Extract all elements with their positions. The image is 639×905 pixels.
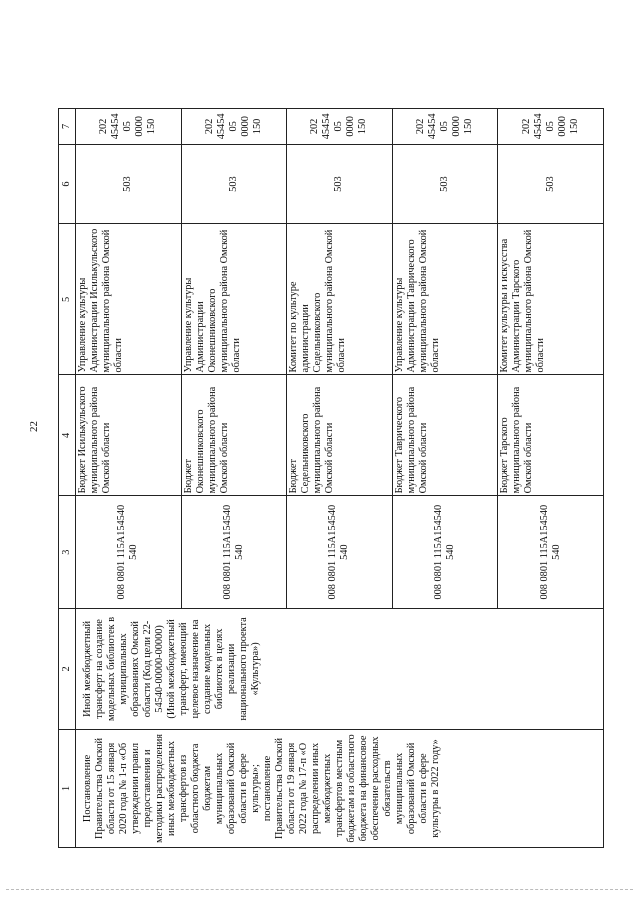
col6-cell: 503 bbox=[287, 144, 393, 224]
col6-cell: 503 bbox=[76, 144, 182, 224]
budget-table bbox=[58, 108, 604, 848]
administrator-cell: Комитет по культуре администрации Седельниковского муниципального района Омской области bbox=[287, 224, 393, 375]
administrator-cell: Управление культуры Администрации Таврического муниципального района Омской области bbox=[392, 224, 498, 375]
header-cell-3: 3 bbox=[59, 496, 76, 609]
budget-code-cell: 008 0801 115A154540 540 bbox=[498, 496, 604, 609]
recipient-budget-cell: Бюджет Тарского муниципального района Омской области bbox=[498, 375, 604, 496]
recipient-budget-cell: Бюджет Седельниковского муниципального района Омской области bbox=[287, 375, 393, 496]
header-cell-4: 4 bbox=[59, 375, 76, 496]
col6-cell: 503 bbox=[181, 144, 287, 224]
budget-code-cell: 008 0801 115A154540 540 bbox=[287, 496, 393, 609]
page-number: 22 bbox=[28, 421, 40, 432]
col6-cell: 503 bbox=[392, 144, 498, 224]
recipient-budget-cell: Бюджет Оконешниковского муниципального района Омской области bbox=[181, 375, 287, 496]
header-cell-2: 2 bbox=[59, 609, 76, 730]
budget-code-cell: 008 0801 115A154540 540 bbox=[181, 496, 287, 609]
income-code-cell: 202 45454 05 0000 150 bbox=[76, 109, 182, 145]
income-code-cell: 202 45454 05 0000 150 bbox=[181, 109, 287, 145]
budget-code-cell: 008 0801 115A154540 540 bbox=[392, 496, 498, 609]
table-row bbox=[76, 109, 182, 848]
transfer-purpose-cell: Иной межбюджетный трансферт на создание модельных библиотек в муниципальных образованиях Омской области (Код цели 22-54540-00000-00000) (Иной межбюджетный трансферт, имеющий целевое назначение на создание модельных библиотек в целях реализации национального проекта «Культура») bbox=[76, 609, 604, 730]
header-cell-5: 5 bbox=[59, 224, 76, 375]
recipient-budget-cell: Бюджет Таврического муниципального района Омской области bbox=[392, 375, 498, 496]
administrator-cell: Управление культуры Администрации Оконешниковского муниципального района Омской области bbox=[181, 224, 287, 375]
header-cell-1: 1 bbox=[59, 729, 76, 847]
income-code-cell: 202 45454 05 0000 150 bbox=[287, 109, 393, 145]
header-cell-6: 6 bbox=[59, 144, 76, 224]
scan-edge-divider bbox=[6, 889, 633, 890]
header-cell-7: 7 bbox=[59, 109, 76, 145]
rotated-table-container bbox=[58, 108, 604, 848]
table-header-row bbox=[59, 109, 76, 848]
col6-cell: 503 bbox=[498, 144, 604, 224]
recipient-budget-cell: Бюджет Исилькульского муниципального района Омской области bbox=[76, 375, 182, 496]
legal-basis-cell: Постановление Правительства Омской области от 15 января 2020 года № 1-п «Об утверждении правил предоставления и методики распределения иных межбюджетных трансфертов из областного бюджета бюджетам муниципальных образований Омской области в сфере культуры»; постановление Правительства Омской области от 19 января 2022 года № 17-п «О распределении иных межбюджетных трансфертов местным бюджетам из областного бюджета на финансовое обеспечение расходных обязательств муниципальных образований Омской области в сфере культуры в 2022 году» bbox=[76, 729, 604, 847]
income-code-cell: 202 45454 05 0000 150 bbox=[392, 109, 498, 145]
administrator-cell: Комитет культуры и искусства Администрации Тарского муниципального района Омской области bbox=[498, 224, 604, 375]
administrator-cell: Управление культуры Администрации Исилькульского муниципального района Омской области bbox=[76, 224, 182, 375]
income-code-cell: 202 45454 05 0000 150 bbox=[498, 109, 604, 145]
budget-code-cell: 008 0801 115A154540 540 bbox=[76, 496, 182, 609]
